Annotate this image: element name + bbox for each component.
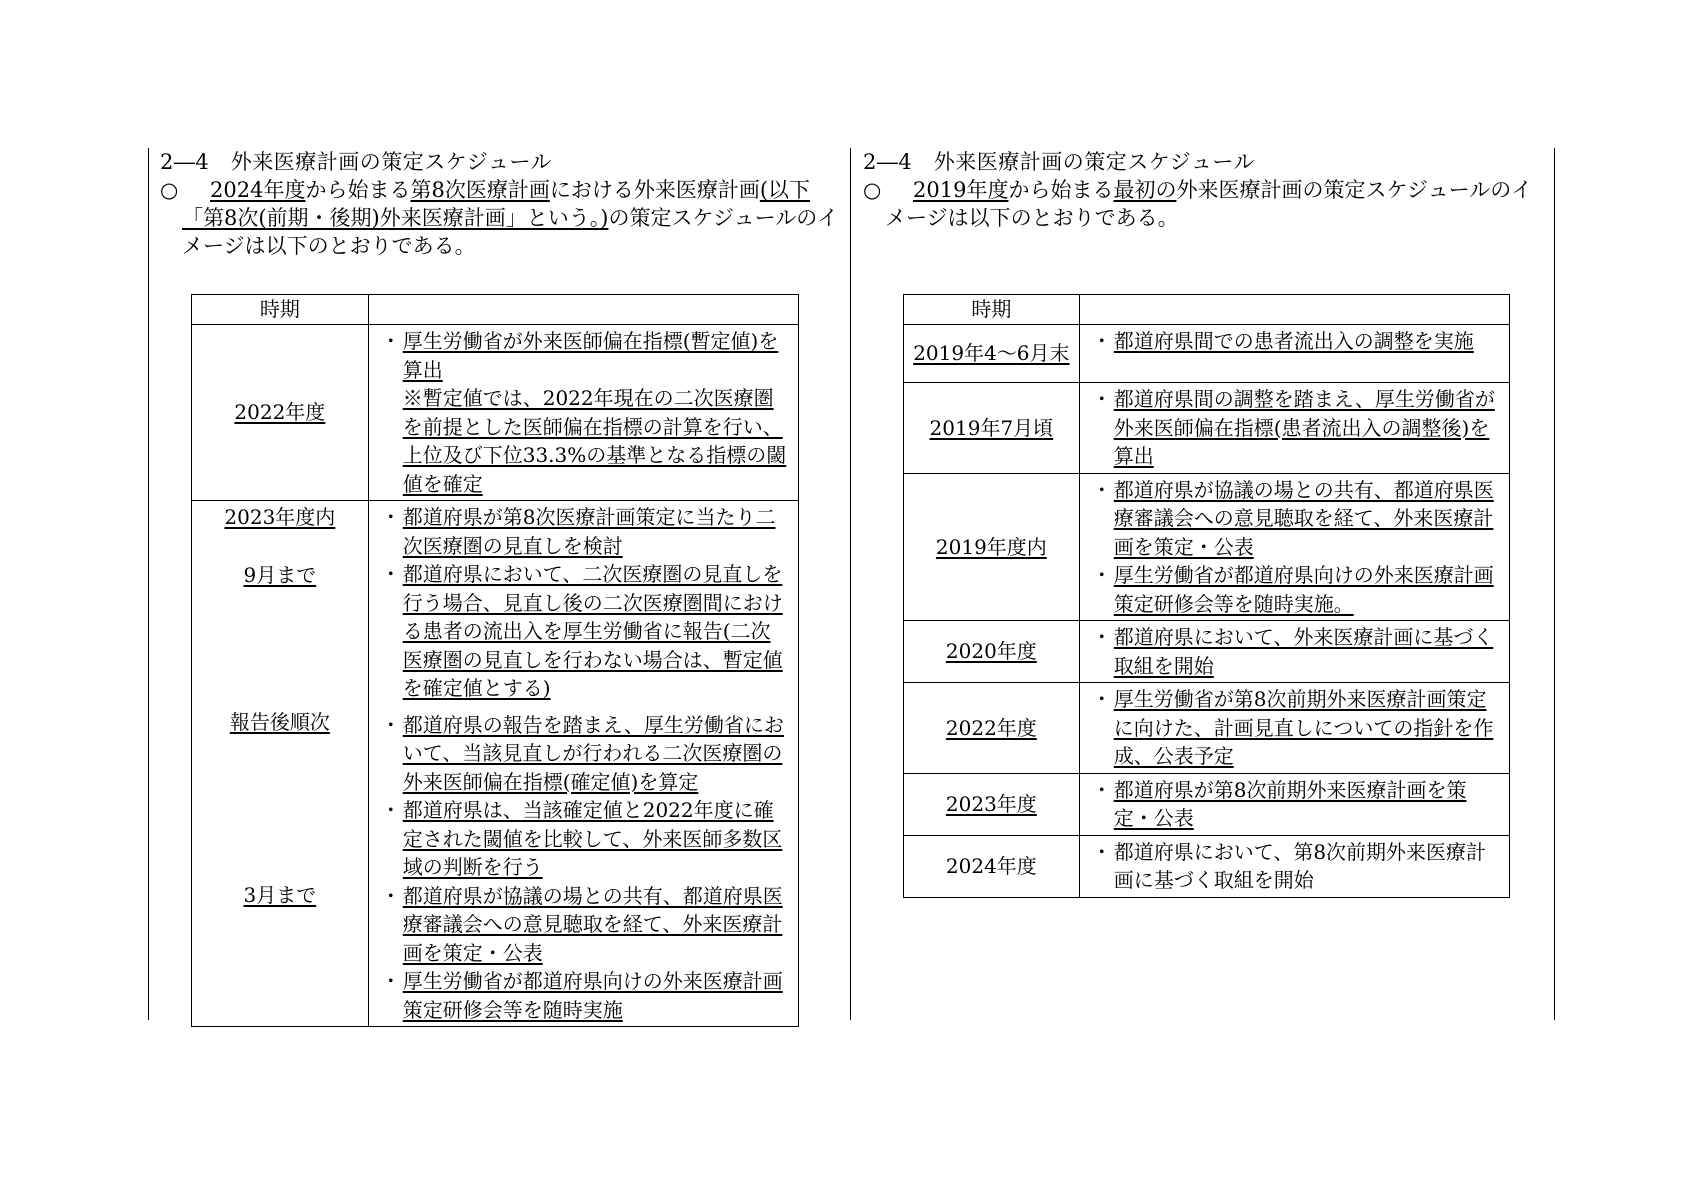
bullet: ・ [380,969,401,993]
bullet: ・ [1091,477,1112,502]
content-cell [1079,383,1509,474]
content-cell [368,501,798,1027]
schedule-item-text: 都道府県間の調整を踏まえ、厚生労働省が外来医師偏在指標(患者流出入の調整後)を算出 [1113,387,1495,468]
table-header-content [368,295,798,325]
left-intro-text: の策定スケジュールのイメージは以下のとおりである。 [182,206,839,258]
table-row [904,383,1510,474]
left-intro-paragraph [160,176,840,260]
content-cell [1079,473,1509,621]
schedule-item-text: 厚生労働省が第8次前期外来医療計画策定に向けた、計画見直しについての指針を作成、公表予定 [1113,687,1494,768]
schedule-item [1090,561,1501,618]
left-intro-plan: 第8次医療計画 [410,178,550,202]
bullet: ・ [1091,625,1112,649]
schedule-item-text: 都道府県において、第8次前期外来医療計画に基づく取組を開始 [1113,839,1487,892]
schedule-note [379,384,790,498]
schedule-item-text: 都道府県において、二次医療圏の見直しを行う場合、見直し後の二次医療圏間における患者の流出入を厚生労働省に報告(二次医療圏の見直しを行わない場合は、暫定値を確定値とする) [402,562,783,700]
bullet: ・ [380,883,401,908]
period-label: 2022年度 [234,400,326,425]
schedule-item [379,711,790,797]
table-header-period: 時期 [192,295,369,325]
left-schedule-table [191,294,799,1027]
content-cell [368,325,798,501]
table-row [904,473,1510,621]
right-schedule-table [903,294,1510,898]
bullet: ・ [1091,687,1112,711]
schedule-item-text: 都道府県において、外来医療計画に基づく取組を開始 [1113,625,1494,678]
right-intro-first: 最初の [1113,178,1177,202]
period-label: 2019年7月頃 [929,415,1054,440]
schedule-item-text: 厚生労働省が外来医師偏在指標(暫定値)を算出 [402,329,779,382]
schedule-item [1090,623,1501,680]
table-row [904,325,1510,383]
schedule-item [379,967,790,1024]
schedule-item [379,560,790,703]
table-row [904,773,1510,835]
period-cell [192,325,369,501]
right-column [863,148,1543,232]
right-border-line [1554,148,1555,1020]
schedule-item-text: 都道府県が第8次前期外来医療計画を策定・公表 [1113,777,1467,830]
schedule-item [1090,476,1501,562]
period-cell [192,501,369,1027]
bullet: ・ [380,798,401,822]
schedule-item [379,327,790,384]
right-intro-paragraph [863,176,1543,232]
table-header-content [1079,295,1509,325]
left-intro-year: 2024年度 [210,178,306,202]
bullet: ・ [380,712,401,737]
period-cell [904,773,1080,835]
right-intro-text: から始まる [1008,178,1114,202]
bullet: ・ [1091,329,1112,353]
left-intro-definition: (以下「第8次(前期・後期)外来医療計画」という。) [182,178,811,230]
content-cell [1079,325,1509,383]
right-intro-text: 外来医療計画の策定スケジュールのイメージは以下のとおりである。 [885,178,1533,230]
period-cell [904,325,1080,383]
left-intro-text: における外来医療計画 [549,178,760,202]
table-row [904,621,1510,683]
bullet: ・ [380,562,401,586]
schedule-item [1090,327,1501,356]
content-cell [1079,835,1509,897]
schedule-item-text: 都道府県の報告を踏まえ、厚生労働省において、当該見直しが行われる二次医療圏の外来医師偏在指標(確定値)を算定 [402,712,784,794]
schedule-note-text: ※暫定値では、2022年現在の二次医療圏を前提とした医師偏在指標の計算を行い、上位及び下位33.3%の基準となる指標の閾値を確定 [402,386,787,496]
period-label: 2019年4～6月末 [913,341,1070,366]
right-intro-year: 2019年度 [913,178,1009,202]
table-row [192,325,799,501]
period-label: 2023年度内 [224,505,336,529]
bullet: ・ [1091,839,1112,864]
period-label: 2024年度 [945,853,1037,878]
period-label: 3月まで [243,883,317,907]
bullet: ・ [1091,563,1112,587]
schedule-item-text: 都道府県は、当該確定値と2022年度に確定された閾値を比較して、外来医師多数区域の判断を行う [402,798,783,879]
table-row [904,835,1510,897]
period-cell [904,621,1080,683]
right-section-heading: 2―4 外来医療計画の策定スケジュール [863,150,1255,174]
schedule-item-text: 厚生労働省が都道府県向けの外来医療計画策定研修会等を随時実施。 [1113,563,1494,616]
content-cell [1079,773,1509,835]
period-label: 2019年度内 [935,534,1047,559]
left-intro-text: から始まる [305,178,411,202]
table-row [904,683,1510,774]
bullet: ・ [1091,387,1112,411]
schedule-item-text: 都道府県が協議の場との共有、都道府県医療審議会への意見聴取を経て、外来医療計画を策定・公表 [1113,477,1494,559]
schedule-item [1090,685,1501,771]
schedule-item [1090,385,1501,471]
period-cell [904,383,1080,474]
period-cell [904,473,1080,621]
schedule-item [379,796,790,882]
period-label: 2023年度 [945,791,1037,816]
period-label: 報告後順次 [229,710,330,734]
schedule-item-text: 都道府県が第8次医療計画策定に当たり二次医療圏の見直しを検討 [402,505,776,558]
content-cell [1079,621,1509,683]
bullet: ・ [380,329,401,353]
period-cell [904,835,1080,897]
circle-bullet: ○ [160,178,179,202]
content-cell [1079,683,1509,774]
left-section-heading: 2―4 外来医療計画の策定スケジュール [160,150,552,174]
left-column [160,148,840,260]
schedule-item-text: 厚生労働省が都道府県向けの外来医療計画策定研修会等を随時実施 [402,969,783,1022]
circle-bullet: ○ [863,178,882,202]
period-cell [904,683,1080,774]
table-row [192,501,799,1027]
period-label: 9月まで [243,563,317,587]
bullet: ・ [1091,777,1112,802]
schedule-item [379,882,790,968]
left-border-line [148,148,149,1020]
table-header-period: 時期 [904,295,1080,325]
center-divider-line [850,148,851,1020]
schedule-item-text: 都道府県間での患者流出入の調整を実施 [1113,329,1474,353]
period-label: 2020年度 [945,639,1037,664]
schedule-item [379,503,790,560]
period-label: 2022年度 [945,715,1037,740]
schedule-item-text: 都道府県が協議の場との共有、都道府県医療審議会への意見聴取を経て、外来医療計画を策定・公表 [402,883,783,965]
schedule-item [1090,838,1501,895]
bullet: ・ [380,505,401,529]
schedule-item [1090,776,1501,833]
